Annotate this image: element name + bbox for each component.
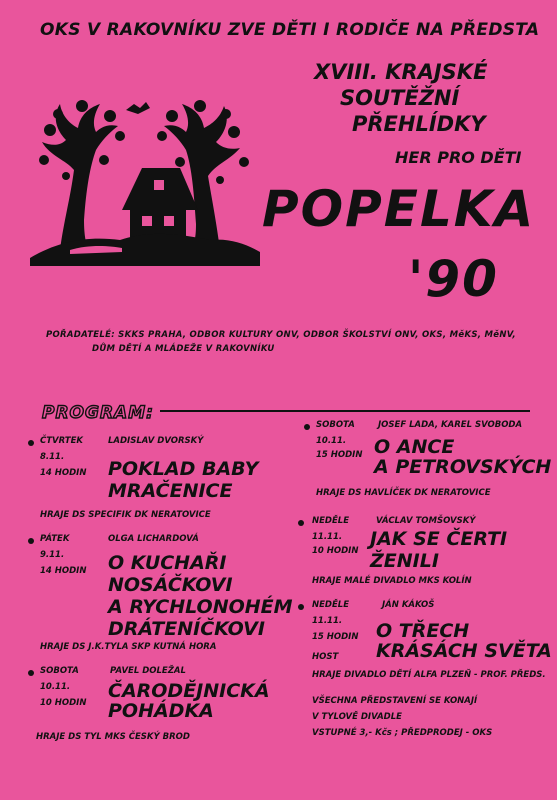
- event-6-day: NEDĚLE: [312, 600, 350, 610]
- event-4-author: JOSEF LADA, KAREL SVOBODA: [378, 420, 523, 430]
- event-4-title-1: O ANCE: [374, 436, 455, 458]
- bullet-dot-icon: [298, 520, 304, 526]
- event-4-performer: HRAJE DS HAVLÍČEK DK NERATOVICE: [316, 488, 491, 498]
- event-6-author: JÁN KÁKOŠ: [382, 600, 435, 610]
- event-2-title-4: DRÁTENÍČKOVI: [108, 618, 265, 640]
- event-2-time: 14 HODIN: [40, 566, 87, 576]
- organizers-line-1: POŘADATELÉ: SKKS PRAHA, ODBOR KULTURY ONV, ODBOR ŠKOLSTVÍ ONV, OKS, MěKS, MěNV,: [46, 330, 516, 340]
- subtitle-line-4: HER PRO DĚTI: [395, 148, 522, 167]
- event-3-time: 10 HODIN: [40, 698, 87, 708]
- event-1-title-2: MRAČENICE: [108, 480, 233, 502]
- subtitle-line-1: XVIII. KRAJSKÉ: [314, 60, 488, 84]
- event-6-time: 15 HODIN: [312, 632, 359, 642]
- event-1-performer: HRAJE DS SPECIFIK DK NERATOVICE: [40, 510, 211, 520]
- event-1-time: 14 HODIN: [40, 468, 87, 478]
- event-5-time: 10 HODIN: [312, 546, 359, 556]
- subtitle-line-3: PŘEHLÍDKY: [352, 112, 486, 136]
- footer-line-2: V TYLOVĚ DIVADLE: [312, 712, 402, 722]
- bullet-dot-icon: [298, 604, 304, 610]
- event-2-author: OLGA LICHARDOVÁ: [108, 534, 199, 544]
- event-4-title-2: A PETROVSKÝCH: [374, 456, 552, 478]
- festival-name: POPELKA: [262, 180, 536, 238]
- bullet-dot-icon: [28, 670, 34, 676]
- event-5-day: NEDĚLE: [312, 516, 350, 526]
- event-3-title-2: POHÁDKA: [108, 700, 214, 722]
- footer-line-1: VŠECHNA PŘEDSTAVENÍ SE KONAJÍ: [312, 696, 478, 706]
- event-6-guest: HOST: [312, 652, 339, 662]
- bullet-dot-icon: [28, 538, 34, 544]
- event-2-performer: HRAJE DS J.K.TYLA SKP KUTNÁ HORA: [40, 642, 217, 652]
- event-2-date: 9.11.: [40, 550, 65, 560]
- footer-line-3: VSTUPNÉ 3,- Kčs ; PŘEDPRODEJ - OKS: [312, 728, 493, 738]
- event-5-title-2: ŽENILI: [370, 550, 439, 572]
- event-4-time: 15 HODIN: [316, 450, 363, 460]
- event-3-title-1: ČARODĚJNICKÁ: [108, 680, 270, 702]
- bullet-dot-icon: [304, 424, 310, 430]
- event-4-date: 10.11.: [316, 436, 347, 446]
- event-5-date: 11.11.: [312, 532, 343, 542]
- event-6-performer: HRAJE DIVADLO DĚTÍ ALFA PLZEŇ - PROF. PŘEDS.: [312, 670, 546, 680]
- event-6-title-1: O TŘECH: [376, 620, 470, 642]
- bullet-dot-icon: [28, 440, 34, 446]
- event-3-author: PAVEL DOLEŽAL: [110, 666, 186, 676]
- festival-year: '90: [408, 250, 499, 308]
- event-4-day: SOBOTA: [316, 420, 355, 430]
- event-5-performer: HRAJE MALÉ DIVADLO MKS KOLÍN: [312, 576, 472, 586]
- tree-house-silhouette-icon: [30, 90, 260, 270]
- event-2-title-1: O KUCHAŘI: [108, 552, 227, 574]
- event-3-performer: HRAJE DS TYL MKS ČESKÝ BROD: [36, 732, 190, 742]
- event-1-author: LADISLAV DVORSKÝ: [108, 436, 204, 446]
- event-5-author: VÁCLAV TOMŠOVSKÝ: [376, 516, 476, 526]
- event-1-day: ČTVRTEK: [40, 436, 83, 446]
- organizers-line-2: DŮM DĚTÍ A MLÁDEŽE V RAKOVNÍKU: [92, 344, 275, 354]
- invite-line: OKS V RAKOVNÍKU ZVE DĚTI I RODIČE NA PŘEDSTA: [40, 20, 540, 40]
- event-2-day: PÁTEK: [40, 534, 70, 544]
- event-3-date: 10.11.: [40, 682, 71, 692]
- event-1-date: 8.11.: [40, 452, 65, 462]
- event-1-title-1: POKLAD BABY: [108, 458, 259, 480]
- event-3-day: SOBOTA: [40, 666, 79, 676]
- event-6-title-2: KRÁSÁCH SVĚTA: [376, 640, 552, 662]
- event-2-title-2: NOSÁČKOVI: [108, 574, 233, 596]
- program-heading: PROGRAM:: [42, 403, 154, 423]
- event-5-title-1: JAK SE ČERTI: [370, 528, 508, 550]
- subtitle-line-2: SOUTĚŽNÍ: [340, 86, 460, 110]
- program-rule: [160, 410, 530, 412]
- event-6-date: 11.11.: [312, 616, 343, 626]
- event-2-title-3: A RYCHLONOHÉM: [108, 596, 293, 618]
